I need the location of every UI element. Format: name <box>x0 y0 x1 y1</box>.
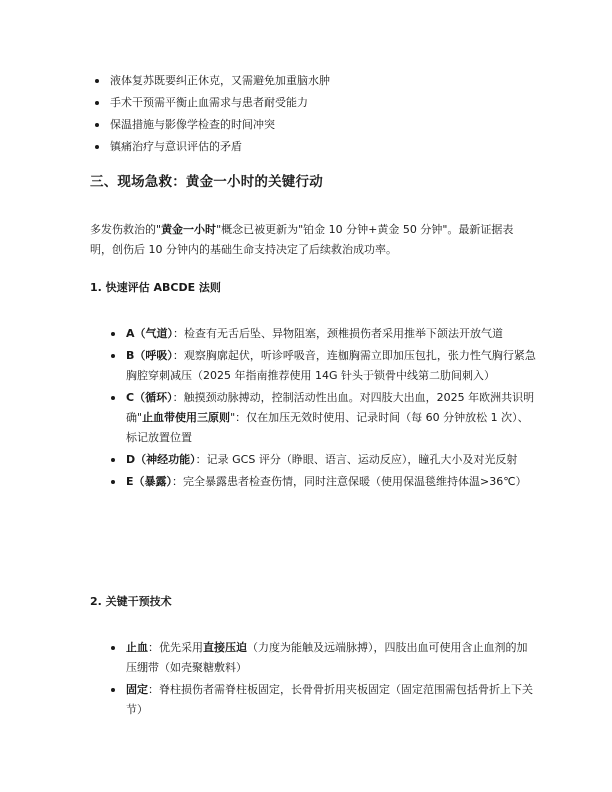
subsection-heading-abcde: 1. 快速评估 ABCDE 法则 <box>90 281 221 294</box>
list-item: D（神经功能）：记录 GCS 评分（睁眼、语言、运动反应），瞳孔大小及对光反射 <box>126 450 536 470</box>
bullet-icon <box>111 332 115 336</box>
bullet-icon <box>111 354 115 358</box>
list-item: 保温措施与影像学检查的时间冲突 <box>110 114 550 136</box>
bullet-icon <box>111 396 115 400</box>
bullet-icon <box>111 688 115 692</box>
list-item: B（呼吸）：观察胸廓起伏，听诊呼吸音，连枷胸需立即加压包扎，张力性气胸行紧急胸腔穿刺减压（2025 年指南推荐使用 14G 针头于锁骨中线第二肋间刺入） <box>126 346 536 386</box>
intro-bold: 黄金一小时 <box>161 223 217 236</box>
list-item: E（暴露）：完全暴露患者检查伤情，同时注意保暖（使用保温毯维持体温>36℃） <box>126 472 536 492</box>
abcde-list <box>126 324 536 494</box>
bullet-icon <box>111 646 115 650</box>
intro-paragraph: 多发伤救治的"黄金一小时"概念已被更新为"铂金 10 分钟+黄金 50 分钟"。最新证据表明，创伤后 10 分钟内的基础生命支持决定了后续救治成功率。 <box>90 223 514 256</box>
bullet-icon <box>95 101 99 105</box>
list-item: 手术干预需平衡止血需求与患者耐受能力 <box>110 92 550 114</box>
list-item: 固定：脊柱损伤者需脊柱板固定，长骨骨折用夹板固定（固定范围需包括骨折上下关节） <box>126 680 536 720</box>
list-item: 液体复苏既要纠正休克，又需避免加重脑水肿 <box>110 70 550 92</box>
bullet-icon <box>95 145 99 149</box>
interventions-list <box>126 638 536 722</box>
bullet-icon <box>111 480 115 484</box>
bullet-icon <box>111 458 115 462</box>
list-item: C（循环）：触摸颈动脉搏动，控制活动性出血。对四肢大出血，2025 年欧洲共识明确"止血带使用三原则"：仅在加压无效时使用、记录时间（每 60 分钟放松 1 次）、标记放置位置 <box>126 388 536 448</box>
subsection-heading-interventions: 2. 关键干预技术 <box>90 595 172 608</box>
section-heading: 三、现场急救：黄金一小时的关键行动 <box>90 174 323 190</box>
bullet-icon <box>95 79 99 83</box>
top-bullet-list <box>110 70 550 158</box>
list-item: 止血：优先采用直接压迫（力度为能触及远端脉搏），四肢出血可使用含止血剂的加压绷带（如壳聚糖敷料） <box>126 638 536 678</box>
list-item: 镇痛治疗与意识评估的矛盾 <box>110 136 550 158</box>
bullet-icon <box>95 123 99 127</box>
list-item: A（气道）：检查有无舌后坠、异物阻塞，颈椎损伤者采用推举下颌法开放气道 <box>126 324 536 344</box>
